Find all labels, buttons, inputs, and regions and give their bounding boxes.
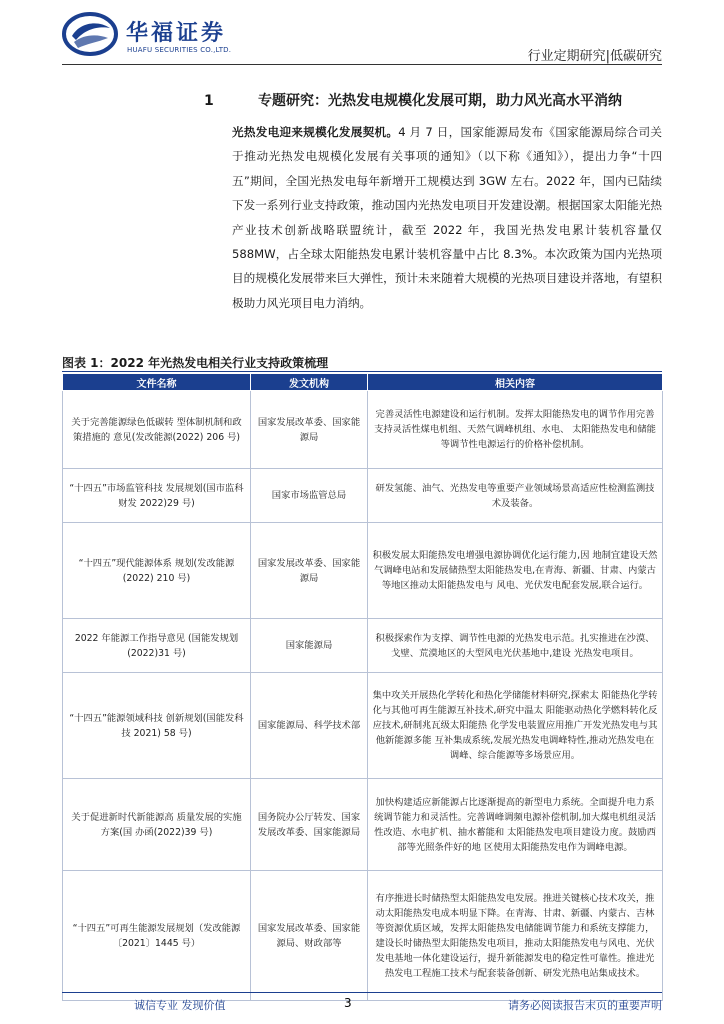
policy-agency: 国家能源局: [251, 619, 368, 673]
policy-name: “十四五”市场监管科技 发展规划(国市监科财发 2022)29 号): [63, 469, 251, 523]
col-header-name: 文件名称: [63, 374, 251, 391]
figure-title-rule: [62, 371, 662, 372]
policy-name: 关于完善能源绿色低碳转 型体制机制和政策措施的 意见(发改能源(2022) 206 号): [63, 391, 251, 469]
section-number: 1: [204, 93, 214, 109]
policy-content: 集中攻关开展热化学转化和热化学储能材料研究,探索太 阳能热化学转化与其他可再生能源互补技术,研究中温太 阳能驱动热化学燃料转化反应技术,研制兆瓦级太阳能热 化学发电装置应用推广开发光热发电与其他新能源多能 互补集成系统,发展光热发电调峰特性,推动光热发电在 调峰、综合能源等多场景应用。: [368, 673, 663, 779]
paragraph-lead: 光热发电迎来规模化发展契机。: [232, 125, 399, 139]
col-header-agency: 发文机构: [251, 374, 368, 391]
page-number: 3: [344, 996, 352, 1010]
policy-content: 有序推进长时储热型太阳能热发电发展。推进关键核心技术攻关，推动太阳能热发电成本明显下降。在青海、甘肃、新疆、内蒙古、吉林等资源优质区域，发挥太阳能热发电储能调节能力和系统支撑能力，建设长时储热型太阳能热发电项目，推动太阳能热发电与风电、光伏发电基地一体化建设运行，提升新能源发电的稳定性可靠性。推进光热发电工程施工技术与配套装备创新、研发光热电站集成技术。: [368, 871, 663, 1001]
footer-divider: [62, 992, 662, 993]
policy-agency: 国家发展改革委、国家能源局: [251, 391, 368, 469]
policy-name: 2022 年能源工作指导意见 (国能发规划(2022)31 号): [63, 619, 251, 673]
policy-table: [62, 373, 663, 1001]
policy-agency: 国家能源局、科学技术部: [251, 673, 368, 779]
brand-name-cn: 华福证券: [126, 21, 227, 46]
table-row: [63, 779, 663, 871]
col-header-content: 相关内容: [368, 374, 663, 391]
policy-content: 积极发展太阳能热发电增强电源协调优化运行能力,因 地制宜建设天然气调峰电站和发展储热型太阳能热发电,在青海、新疆、甘肃、内蒙古等地区推动太阳能热发电与 风电、光伏发电配套发展,联合运行。: [368, 523, 663, 619]
policy-content: 积极探索作为支撑、调节性电源的光热发电示范。扎实推进在沙漠、戈壁、荒漠地区的大型风电光伏基地中,建设 光热发电项目。: [368, 619, 663, 673]
policy-name: “十四五”能源领域科技 创新规划(国能发科技 2021) 58 号): [63, 673, 251, 779]
policy-agency: 国务院办公厅转发、国家发展改革委、国家能源局: [251, 779, 368, 871]
page-header: [0, 0, 724, 72]
brand-name-en: HUAFU SECURITIES CO.,LTD.: [127, 46, 232, 54]
policy-agency: 国家市场监管总局: [251, 469, 368, 523]
policy-name: “十四五”可再生能源发展规划（发改能源〔2021〕1445 号）: [63, 871, 251, 1001]
footer-disclaimer: 请务必阅读报告末页的重要声明: [508, 999, 662, 1012]
table-row: [63, 469, 663, 523]
table-header-row: [63, 374, 663, 391]
table-row: [63, 391, 663, 469]
table-row: [63, 619, 663, 673]
table-row: [63, 673, 663, 779]
policy-content: 完善灵活性电源建设和运行机制。发挥太阳能热发电的调节作用完善支持灵活性煤电机组、天然气调峰机组、水电、 太阳能热发电和储能等调节性电源运行的价格补偿机制。: [368, 391, 663, 469]
footer-slogan: 诚信专业 发现价值: [134, 999, 226, 1012]
policy-agency: 国家发展改革委、国家能源局、财政部等: [251, 871, 368, 1001]
section-heading: [204, 90, 622, 110]
huafu-logo-icon: [62, 12, 118, 56]
policy-name: “十四五”现代能源体系 规划(发改能源(2022) 210 号): [63, 523, 251, 619]
header-divider: [62, 64, 662, 65]
report-type: 行业定期研究|低碳研究: [527, 49, 662, 64]
section-title: 专题研究：光热发电规模化发展可期，助力风光高水平消纳: [258, 93, 622, 109]
paragraph-body: 4 月 7 日，国家能源局发布《国家能源局综合司关于推动光热发电规模化发展有关事项的通知》（以下称《通知》），提出力争“十四五”期间，全国光热发电每年新增开工规模达到 3GW 左右。2022 年，国内已陆续下发一系列行业支持政策，推动国内光热发电项目开发建设潮。根据国家太阳能光热产业技术创新战略联盟统计，截至 2022 年，我国光热发电累计装机容量仅 588MW，占全球太阳能热发电累计装机容量中占比 8.3%。本次政策为国内光热项目的规模化发展带来巨大弹性，预计未来随着大规模的光热项目建设并落地，有望积极助力风光项目电力消纳。: [232, 125, 662, 310]
body-paragraph: [232, 120, 662, 315]
policy-content: 加快构建适应新能源占比逐渐提高的新型电力系统。全面提升电力系统调节能力和灵活性。完善调峰调频电源补偿机制,加大煤电机组灵活性改造、水电扩机、抽水蓄能和 太阳能热发电项目建设力度。鼓励西部等光照条件好的地 区使用太阳能热发电作为调峰电源。: [368, 779, 663, 871]
figure-title: 图表 1：2022 年光热发电相关行业支持政策梳理: [62, 356, 329, 370]
table-row: [63, 523, 663, 619]
policy-content: 研发氢能、油气、光热发电等重要产业领域场景高适应性检测监测技术及装备。: [368, 469, 663, 523]
policy-agency: 国家发展改革委、国家能源局: [251, 523, 368, 619]
policy-name: 关于促进新时代新能源高 质量发展的实施方案(国 办函(2022)39 号): [63, 779, 251, 871]
table-row: [63, 871, 663, 1001]
